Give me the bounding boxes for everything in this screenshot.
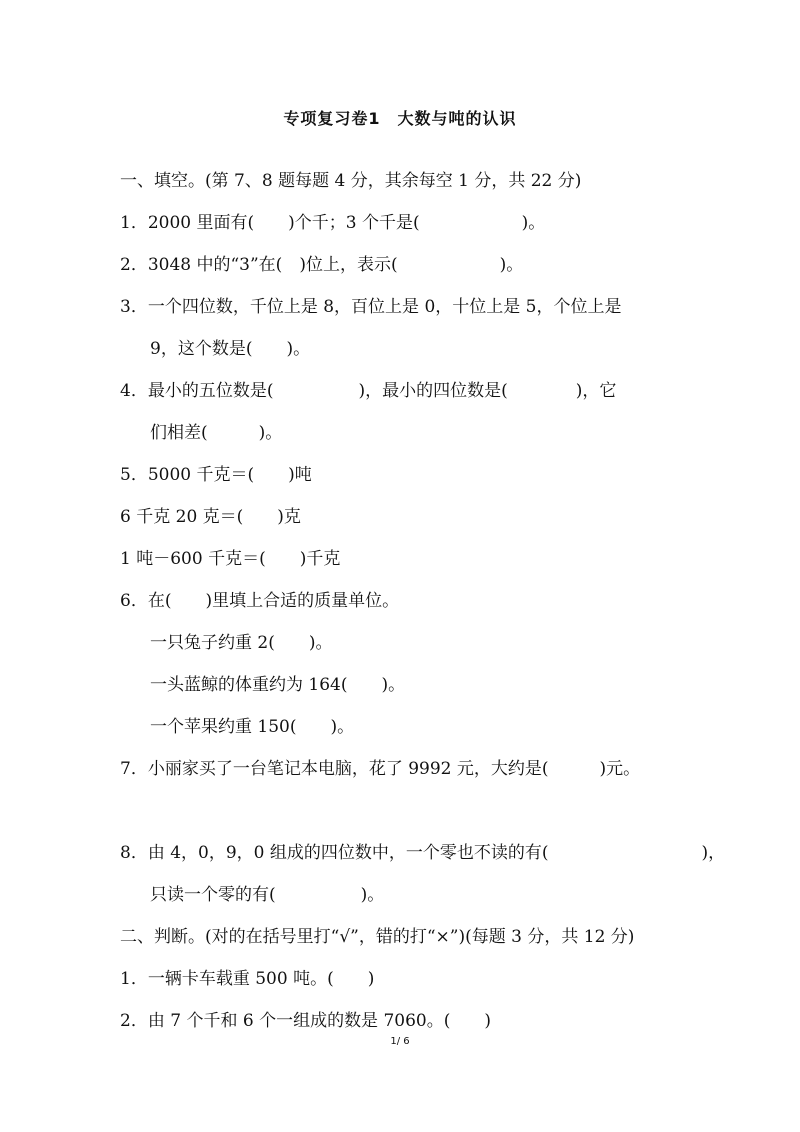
section1-heading: 一、填空。(第 7、8 题每题 4 分，其余每空 1 分，共 22 分) [120,171,582,191]
question-1-4-line1: 4．最小的五位数是( )，最小的四位数是( )，它 [120,381,617,401]
page-number: 1/ 6 [390,1036,410,1047]
question-1-5c: 1 吨－600 千克＝( )千克 [120,549,341,569]
question-1-5b: 6 千克 20 克＝( )克 [120,507,301,527]
question-1-3-line1: 3．一个四位数，千位上是 8，百位上是 0，十位上是 5，个位上是 [120,297,622,317]
question-2-1: 1．一辆卡车载重 500 吨。( ) [120,969,375,989]
question-1-3-line2: 9，这个数是( )。 [150,339,311,359]
question-1-6c: 一个苹果约重 150( )。 [150,717,355,737]
section2-heading: 二、判断。(对的在括号里打“√”，错的打“×”)(每题 3 分，共 12 分) [120,927,635,947]
question-1-8-line2: 只读一个零的有( )。 [150,885,385,905]
worksheet-title: 专项复习卷1 大数与吨的认识 [283,109,517,128]
question-1-5a: 5．5000 千克＝( )吨 [120,465,312,485]
question-1-7: 7．小丽家买了一台笔记本电脑，花了 9992 元，大约是( )元。 [120,759,641,779]
question-1-6a: 一只兔子约重 2( )。 [150,633,333,653]
question-1-6-stem: 6．在( )里填上合适的质量单位。 [120,591,400,611]
question-1-2: 2．3048 中的“3”在( )位上，表示( )。 [120,255,524,275]
question-2-2: 2．由 7 个千和 6 个一组成的数是 7060。( ) [120,1011,491,1031]
question-1-8-line1: 8．由 4，0，9，0 组成的四位数中，一个零也不读的有( )， [120,843,726,863]
question-1-4-line2: 们相差( )。 [150,423,283,443]
question-1-6b: 一头蓝鲸的体重约为 164( )。 [150,675,406,695]
question-1-1: 1．2000 里面有( )个千；3 个千是( )。 [120,213,546,233]
